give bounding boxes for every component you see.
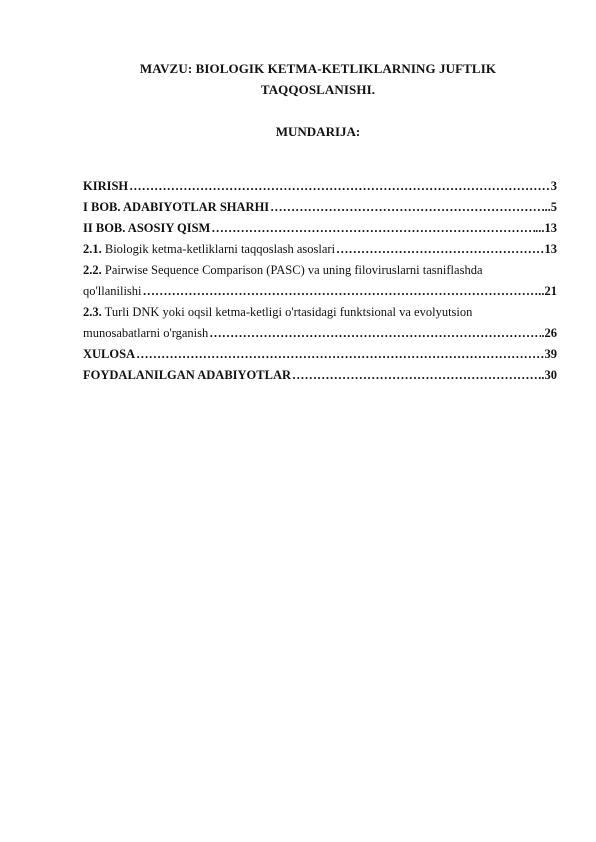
- toc-entry-bob-1: [83, 197, 557, 218]
- toc-entry-kirish: [83, 176, 557, 197]
- toc-entry-2-3-line-2: [83, 323, 557, 344]
- toc-entry-2-2-line-1: [83, 260, 557, 281]
- document-title-line-2: TAQQOSLANISHI.: [260, 82, 376, 97]
- toc-entry-label: qo'llanilishi: [83, 284, 142, 298]
- toc-section-title: Biologik ketma-ketliklarni taqqoslash asoslari: [101, 242, 336, 256]
- contents-heading: MUNDARIJA:: [275, 124, 361, 139]
- toc-leader-dots: [292, 365, 538, 386]
- toc-section-number: 2.3.: [83, 305, 102, 319]
- toc-section-number: 2.1.: [83, 242, 102, 256]
- toc-entry-2-2-line-2: [83, 281, 557, 302]
- toc-entry-label: munosabatlarni o'rganish: [83, 326, 209, 340]
- toc-entry-bob-2: [83, 218, 557, 239]
- toc-section-title: Pairwise Sequence Comparison (PASC) va uning filoviruslarni tasniflashda: [101, 263, 483, 277]
- toc-page-number: 13: [544, 242, 557, 256]
- toc-page-number: ...13: [535, 221, 557, 235]
- toc-page-number: ..21: [538, 284, 557, 298]
- toc-entry-adabiyotlar: [83, 365, 557, 386]
- toc-entry-label: FOYDALANILGAN ADABIYOTLAR: [83, 368, 292, 382]
- toc-entry-label: KIRISH: [83, 179, 129, 193]
- toc-leader-dots: [270, 197, 544, 218]
- toc-page-number: .26: [541, 326, 557, 340]
- toc-entry-2-1: [83, 239, 557, 260]
- toc-entry-label: II BOB. ASOSIY QISM: [83, 221, 211, 235]
- toc-section-title: Turli DNK yoki oqsil ketma-ketligi o'rtasidagi funktsional va evolyutsion: [101, 305, 473, 319]
- toc-leader-dots: [336, 239, 544, 260]
- toc-entry-label: XULOSA: [83, 347, 136, 361]
- toc-leader-dots: [129, 176, 551, 197]
- toc-entry-label: [83, 239, 335, 260]
- toc-page-number: ..5: [544, 200, 557, 214]
- toc-leader-dots: [143, 281, 539, 302]
- toc-leader-dots: [211, 218, 535, 239]
- toc-page-number: 39: [544, 347, 557, 361]
- table-of-contents: [83, 176, 557, 386]
- toc-leader-dots: [136, 344, 544, 365]
- toc-leader-dots: [209, 323, 541, 344]
- toc-entry-xulosa: [83, 344, 557, 365]
- toc-entry-label: I BOB. ADABIYOTLAR SHARHI: [83, 200, 270, 214]
- toc-section-number: 2.2.: [83, 263, 102, 277]
- document-title-line-1: MAVZU: BIOLOGIK KETMA-KETLIKLARNING JUFTLIK: [139, 61, 497, 76]
- toc-page-number: ..30: [538, 368, 557, 382]
- toc-page-number: 3: [550, 179, 557, 193]
- toc-entry-2-3-line-1: [83, 302, 557, 323]
